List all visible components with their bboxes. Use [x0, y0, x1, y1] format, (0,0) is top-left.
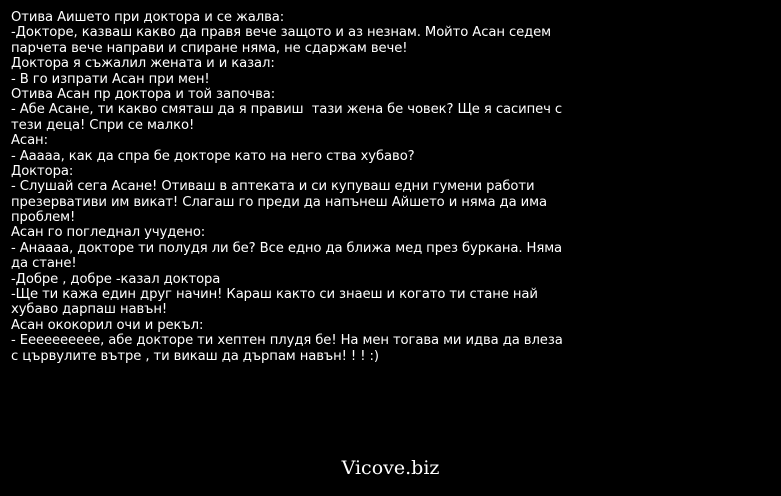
site-watermark: Vicove.biz [341, 457, 440, 479]
joke-line: -Докторе, казваш какво да правя вече защото и аз незнам. Мойто Асан седем [11, 25, 552, 41]
joke-line: -Добре , добре -казал доктора [11, 271, 221, 287]
joke-text [11, 10, 776, 364]
joke-line: хубаво дарпаш навън! [11, 302, 168, 318]
joke-line: Доктора я съжалил жената и и казал: [11, 56, 275, 72]
joke-line: - Ааааа, как да спра бе докторе като на него ства хубаво? [11, 148, 415, 164]
joke-line: Отива Аишето при доктора и се жалва: [11, 10, 285, 25]
joke-line: да стане! [11, 256, 77, 272]
joke-line: с цървулите вътре , ти викаш да дърпам навън! ! ! :) [11, 348, 379, 364]
joke-line: - Слушай сега Асане! Отиваш в аптеката и си купуваш едни гумени работи [11, 179, 535, 195]
joke-line: проблем! [11, 210, 76, 226]
joke-line: Асан го погледнал учудено: [11, 225, 206, 241]
joke-line: Асан ококорил очи и рекъл: [11, 317, 204, 333]
joke-line: тези деца! Спри се малко! [11, 117, 195, 133]
joke-line: Асан: [11, 133, 48, 149]
joke-line: Отива Асан пр доктора и той започва: [11, 86, 276, 102]
joke-line: - Анаааа, докторе ти полудя ли бе? Все едно да ближа мед през буркана. Няма [11, 240, 563, 256]
joke-line: - Ееееееееее, абе докторе ти хептен плудя бе! На мен тогава ми идва да влеза [11, 333, 563, 349]
joke-line: - Абе Асане, ти какво смяташ да я правиш тази жена бе човек? Ще я сасипеч с [11, 102, 563, 118]
joke-line: парчета вече направи и спиране няма, не сдаржам вече! [11, 40, 408, 56]
joke-line: презервативи им викат! Слагаш го преди да напънеш Айшето и няма да има [11, 194, 547, 210]
joke-line: -Ще ти кажа един друг начин! Караш както си знаеш и когато ти стане най [11, 287, 538, 303]
joke-line: Доктора: [11, 163, 74, 179]
joke-line: - В го изпрати Асан при мен! [11, 71, 210, 87]
